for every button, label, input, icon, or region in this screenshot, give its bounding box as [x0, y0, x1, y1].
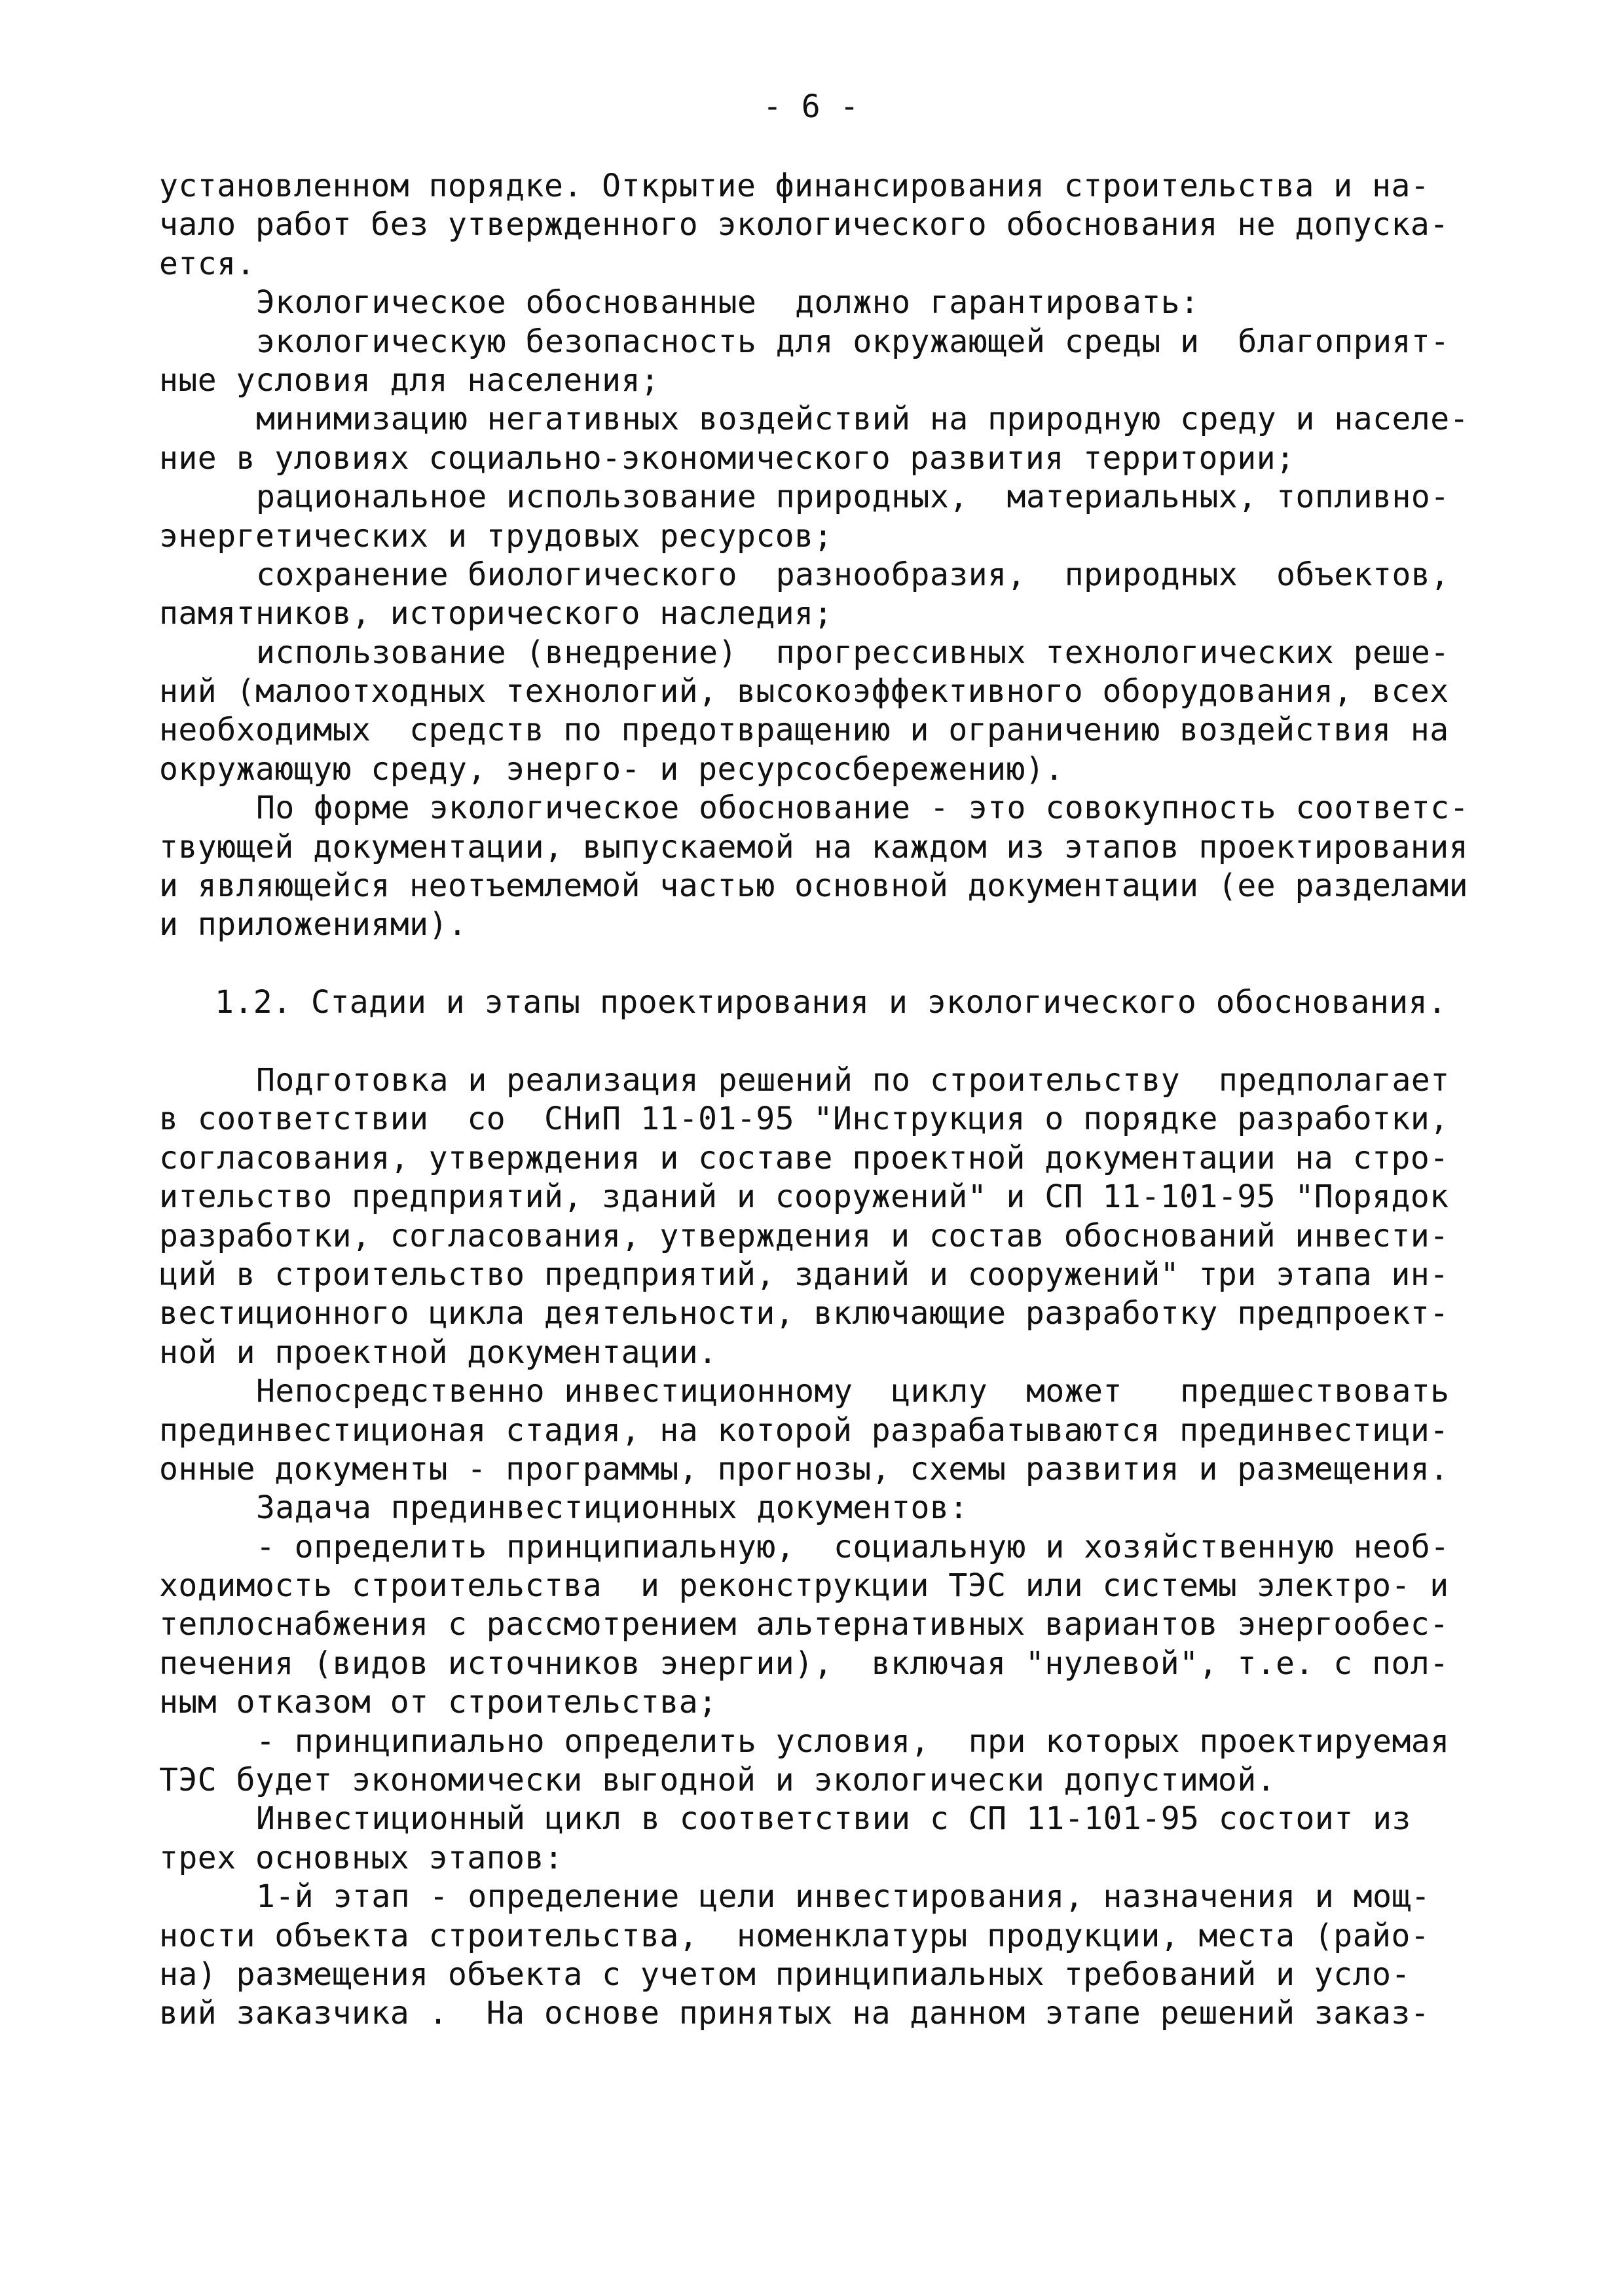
spacer: [159, 1023, 1488, 1061]
section-1: [159, 167, 1488, 945]
text-line: онные документы - программы, прогнозы, схемы развития и размещения.: [159, 1450, 1449, 1487]
section-heading: 1.2. Стадии и этапы проектирования и экологического обоснования.: [215, 984, 1447, 1021]
text-line: Задача прединвестиционных документов:: [256, 1489, 969, 1527]
text-line: в соответствии со СНиП 11-01-95 "Инструкция о порядке разработки,: [159, 1101, 1449, 1138]
text-line: ходимость строительства и реконструкции ТЭС или системы электро- и: [159, 1567, 1449, 1605]
text-line: ные условия для населения;: [159, 361, 660, 399]
text-line: необходимых средств по предотвращению и ограничению воздействия на: [159, 712, 1449, 749]
text-line: Экологическое обоснованные должно гарантировать:: [256, 284, 1200, 321]
text-line: разработки, согласования, утверждения и состав обоснований инвести-: [159, 1217, 1449, 1254]
text-line: Инвестиционный цикл в соответствии с СП 11-101-95 состоит из: [256, 1800, 1411, 1838]
text-line: По форме экологическое обоснование - это совокупность соответс-: [256, 790, 1469, 827]
page-number: - 6 -: [763, 88, 859, 125]
text-line: и являющейся неотъемлемой частью основной документации (ее разделами: [159, 867, 1469, 905]
text-line: 1-й этап - определение цели инвестирования, назначения и мощ-: [256, 1878, 1431, 1916]
text-line: ТЭС будет экономически выгодной и экологически допустимой.: [159, 1762, 1276, 1799]
text-line: установленном порядке. Открытие финансирования строительства и на-: [159, 168, 1430, 204]
text-line: рациональное использование природных, материальных, топливно-: [256, 479, 1450, 516]
text-line: твующей документации, выпускаемой на каждом из этапов проектирования: [159, 828, 1469, 866]
text-line: на) размещения объекта с учетом принципиальных требований и усло-: [159, 1956, 1411, 1993]
text-line: теплоснабжения с рассмотрением альтернативных вариантов энергообес-: [159, 1606, 1449, 1643]
section-2: [159, 1061, 1488, 2033]
text-line: - определить принципиальную, социальную и хозяйственную необ-: [256, 1528, 1450, 1565]
body-text: [159, 167, 1488, 2033]
text-line: окружающую среду, энерго- и ресурсосбережению).: [159, 750, 1064, 788]
text-line: трех основных этапов:: [159, 1839, 564, 1876]
text-line: экологическую безопасность для окружающей среды и благоприят-: [256, 323, 1450, 360]
text-line: вий заказчика . На основе принятых на данном этапе решений заказ-: [159, 1995, 1430, 2032]
text-line: энергетических и трудовых ресурсов;: [159, 517, 833, 555]
text-line: и приложениями).: [159, 906, 468, 943]
text-line: использование (внедрение) прогрессивных технологических реше-: [256, 634, 1450, 671]
text-line: вестиционного цикла деятельности, включающие разработку предпроект-: [159, 1295, 1449, 1332]
text-line: ций в строительство предприятий, зданий и сооружений" три этапа ин-: [159, 1256, 1449, 1293]
text-line: печения (видов источников энергии), включая "нулевой", т.е. с пол-: [159, 1645, 1449, 1682]
text-line: ний (малоотходных технологий, высокоэффективного оборудования, всех: [159, 673, 1449, 710]
text-line: сохранение биологического разнообразия, природных объектов,: [256, 556, 1450, 593]
text-line: ности объекта строительства, номенклатуры продукции, места (райо-: [159, 1917, 1430, 1954]
text-line: чало работ без утвержденного экологического обоснования не допуска-: [159, 206, 1449, 244]
text-line: памятников, исторического наследия;: [159, 595, 833, 632]
text-line: согласования, утверждения и составе проектной документации на стро-: [159, 1139, 1449, 1176]
spacer: [159, 945, 1488, 983]
text-line: - принципиально определить условия, при которых проектируемая: [256, 1722, 1450, 1760]
text-line: минимизацию негативных воздействий на природную среду и населе-: [256, 401, 1469, 438]
text-line: ной и проектной документации.: [159, 1334, 718, 1371]
text-line: Непосредственно инвестиционному циклу может предшествовать: [256, 1373, 1450, 1410]
text-line: Подготовка и реализация решений по строительству предполагает: [256, 1061, 1450, 1099]
text-line: ние в уловиях социально-экономического развития территории;: [159, 439, 1295, 477]
text-line: прединвестиционая стадия, на которой разрабатываются прединвестици-: [159, 1412, 1449, 1449]
text-line: ительство предприятий, зданий и сооружений" и СП 11-101-95 "Порядок: [159, 1178, 1449, 1216]
text-line: ется.: [159, 245, 255, 282]
text-line: ным отказом от строительства;: [159, 1684, 718, 1721]
